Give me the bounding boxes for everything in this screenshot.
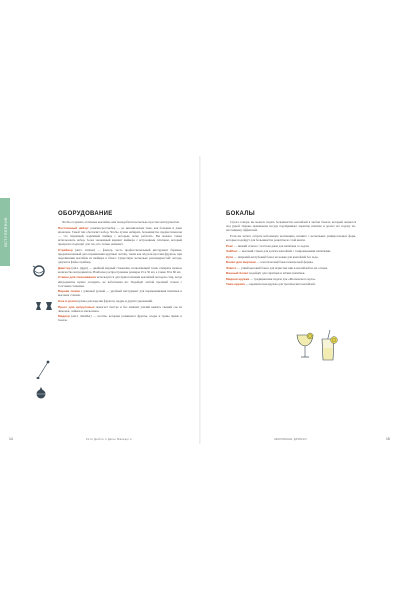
paragraph-text: используется для приготовления коктейлей методом стир, когда ингредиенты нужно охладить, не взбалтывая их. Подойдёт любой прочный стакан с толстыми стенками.	[58, 275, 182, 288]
paragraph	[58, 289, 182, 297]
right-page	[200, 156, 400, 444]
bar-spoon-icon	[36, 360, 50, 380]
strainer-icon	[32, 264, 46, 278]
book-spread	[0, 156, 400, 444]
glasses-heading: БОКАЛЫ	[226, 211, 255, 217]
highball-glass-icon	[318, 330, 338, 362]
paragraph-text: — узкий высокий бокал для игристых вин и коктейлей на их основе.	[237, 265, 328, 270]
paragraph	[226, 255, 356, 259]
jigger-icon	[34, 301, 54, 311]
paragraph-text: Если вы хотите собрать небольшую коллекцию, начните с нескольких универсальных форм, которые подойдут для большинства рецептов из этой книги.	[226, 233, 356, 243]
left-page-number: 14	[9, 437, 13, 441]
paragraph-text: — классический бокал конической формы.	[256, 260, 314, 265]
paragraph	[226, 271, 356, 275]
left-page	[0, 156, 200, 444]
paragraph-text: (англ. jigger) — двойной мерный стаканчик, позволяющий точно отмерить нужное количество ингредиентов. Наиболее распространены размеры 25 и 50 мл, а также 30 и 60 мл.	[58, 265, 182, 274]
term-highlight: Постоянный набор:	[58, 225, 90, 230]
section-tab	[0, 198, 10, 266]
right-running-head: ЗЕМЛЯНЫЕ ДРИНКИ	[274, 437, 307, 441]
paragraph-text: (англ. strainer) — фильтр, часто профессиональный инструмент бармена, предназначенный для отцеживания крупных частиц, таких как лёд или кусочки фруктов, при переливании коктейля из шейкера в бокал. Существует несколько разновидностей: хоторн, джулеп и файн-стрейнер.	[58, 247, 182, 265]
equipment-body	[58, 220, 182, 432]
term-highlight: Тики-кружка	[226, 282, 245, 287]
term-highlight: Мадлер	[58, 314, 70, 319]
juicer-icon	[34, 386, 48, 400]
paragraph	[58, 266, 182, 274]
term-highlight: Пресс для цитрусовых	[58, 304, 95, 309]
paragraph	[58, 314, 182, 322]
paragraph-text: с длинной ручкой — удобный инструмент для перемешивания напитков в высоком стакане.	[58, 289, 182, 298]
term-highlight: Рокс	[226, 243, 234, 248]
term-highlight: Барная ложка	[58, 289, 80, 294]
paragraph-text: — керамическая кружка для тропических коктейлей.	[245, 282, 316, 287]
paragraph	[58, 305, 182, 313]
glasses-body	[226, 220, 356, 332]
term-highlight: Хайбол	[226, 249, 238, 254]
paragraph-text: — высокий стакан для долгих коктейлей с газированными напитками.	[238, 249, 331, 254]
term-highlight: Медная кружка	[226, 276, 250, 281]
paragraph-text: ромемосрессмебер — до механические тоже, как большие и даже японские. Такой тип обеспечит набор. Чтобы лучше набирать большинство профессионалов — это тиражный, надёжный шейкер с которым легко работать. Вы можете также использовать набор, более экономный вариант шейкера с встроенным ситечком, который прекрасно подходит для тех, кто только начинает.	[58, 225, 182, 247]
paragraph	[226, 277, 356, 281]
paragraph	[226, 234, 356, 242]
term-highlight: Купе	[226, 254, 234, 259]
paragraph-text: помогает быстро и без лишних усилий выжать свежий сок из лимонов, лаймов и апельсинов.	[58, 304, 182, 313]
term-highlight: Флюте	[226, 265, 237, 270]
term-highlight: Бокал для мартини	[226, 260, 256, 265]
coupe-glass-icon	[296, 332, 314, 360]
paragraph-text: — традиционная подача для «Московского мула».	[249, 276, 316, 281]
term-highlight: Нож и доска	[58, 299, 77, 303]
right-page-number: 15	[386, 437, 390, 441]
paragraph	[226, 282, 356, 286]
term-highlight: Стакан для смешивания	[58, 275, 96, 280]
term-highlight: Джиггер	[58, 265, 71, 270]
paragraph	[58, 299, 182, 303]
paragraph	[58, 248, 182, 265]
paragraph	[226, 249, 356, 253]
paragraph-text: — низкий стакан с толстым дном для напитков со льдом.	[233, 243, 310, 248]
paragraph-text: нужны для нарезки фруктов, цедры и других украшений.	[77, 299, 153, 303]
term-highlight: Стрейнер	[58, 247, 73, 252]
paragraph	[226, 220, 356, 232]
paragraph	[58, 220, 182, 224]
paragraph-text: Строго говоря, вы можете подать большинство коктейлей в любом бокале, который окажется под рукой. Однако правильная посуда подчёркивает характер напитка и делает его подачу по-настоящему эффектной.	[226, 220, 356, 233]
paragraph	[226, 266, 356, 270]
term-highlight: Винный бокал	[226, 271, 249, 276]
paragraph-text: подойдёт для спритцев и лёгких напитков.	[249, 271, 306, 276]
paragraph-text: Чтобы создавать отличные коктейли, вам понадобится несколько простых инструментов.	[62, 220, 180, 224]
section-tab-label: ВСТУПЛЕНИЕ	[2, 217, 8, 247]
left-running-head: Кэти Дейли и Джон Маккарти	[86, 437, 132, 441]
paragraph	[58, 275, 182, 287]
paragraph	[226, 244, 356, 248]
equipment-heading: ОБОРУДОВАНИЕ	[58, 211, 113, 217]
paragraph	[226, 260, 356, 264]
paragraph-text: — широкий неглубокий бокал на ножке для коктейлей без льда.	[233, 254, 319, 259]
paragraph-text: (англ. muddler) — пестик, которым разминают фрукты, ягоды и травы прямо в бокале.	[58, 314, 182, 323]
paragraph	[58, 226, 182, 247]
